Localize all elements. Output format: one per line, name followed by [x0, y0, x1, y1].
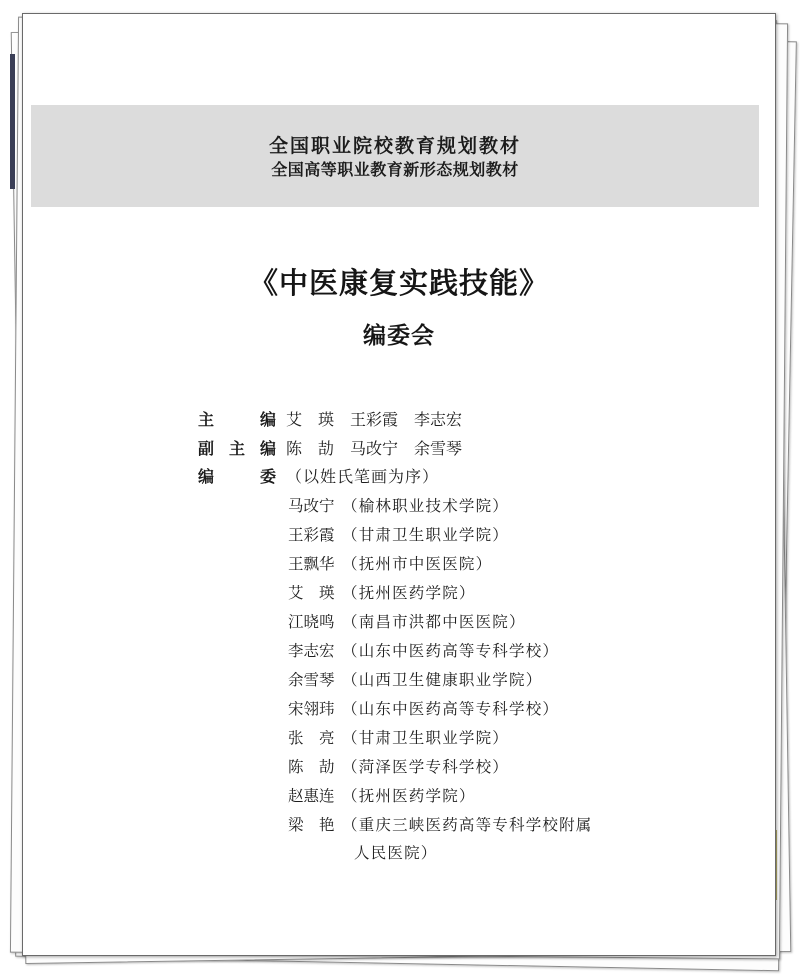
members-order-note: （以姓氏笔画为序） [286, 467, 440, 486]
list-item [288, 496, 509, 516]
document-page [22, 13, 776, 956]
series-banner [31, 105, 759, 207]
member-name: 王彩霞 [288, 526, 335, 544]
page-stack-edge [10, 54, 15, 189]
list-item [288, 757, 509, 777]
list-item [288, 641, 559, 661]
chief-editor-names: 艾 瑛 王彩霞 李志宏 [286, 410, 463, 429]
member-name: 陈 劼 [288, 758, 335, 776]
member-affiliation: （山东中医药高等专科学校） [342, 642, 560, 660]
list-item [288, 554, 492, 574]
member-name: 艾 瑛 [288, 584, 335, 602]
member-affiliation: （重庆三峡医药高等专科学校附属 [342, 816, 593, 834]
list-item [288, 786, 476, 806]
committee-members-label: 编委 [198, 467, 276, 486]
list-item [288, 728, 509, 748]
member-name: 李志宏 [288, 642, 335, 660]
list-item [288, 525, 509, 545]
series-subtitle: 全国高等职业教育新形态规划教材 [271, 160, 519, 179]
member-name: 宋翎玮 [288, 700, 335, 718]
member-name: 王飘华 [288, 555, 335, 573]
book-title: 《中医康复实践技能》 [248, 266, 549, 300]
series-title: 全国职业院校教育规划教材 [268, 135, 521, 157]
member-affiliation: （甘肃卫生职业学院） [342, 526, 510, 544]
member-affiliation: （抚州市中医医院） [342, 555, 493, 573]
member-affiliation: （山东中医药高等专科学校） [342, 700, 560, 718]
member-affiliation-continued: 人民医院） [354, 844, 438, 862]
deputy-editor-label: 副主编 [198, 439, 276, 458]
member-name: 梁 艳 [288, 816, 335, 834]
member-affiliation: （山西卫生健康职业学院） [342, 671, 543, 689]
list-item [288, 583, 476, 603]
list-item [288, 670, 542, 690]
member-affiliation: （榆林职业技术学院） [342, 497, 510, 515]
list-item [288, 612, 526, 632]
member-affiliation: （甘肃卫生职业学院） [342, 729, 510, 747]
list-item [288, 699, 559, 719]
member-affiliation: （抚州医药学院） [342, 584, 476, 602]
chief-editor-label: 主编 [198, 410, 276, 429]
member-name: 马改宁 [288, 497, 335, 515]
member-affiliation: （南昌市洪都中医医院） [342, 613, 526, 631]
committee-heading: 编委会 [363, 323, 435, 349]
list-item [288, 815, 593, 835]
deputy-editor-names: 陈 劼 马改宁 余雪琴 [286, 439, 463, 458]
member-name: 张 亮 [288, 729, 335, 747]
member-name: 赵惠连 [288, 787, 335, 805]
member-name: 江晓鸣 [288, 613, 335, 631]
member-name: 余雪琴 [288, 671, 335, 689]
member-affiliation: （抚州医药学院） [342, 787, 476, 805]
member-affiliation: （菏泽医学专科学校） [342, 758, 510, 776]
